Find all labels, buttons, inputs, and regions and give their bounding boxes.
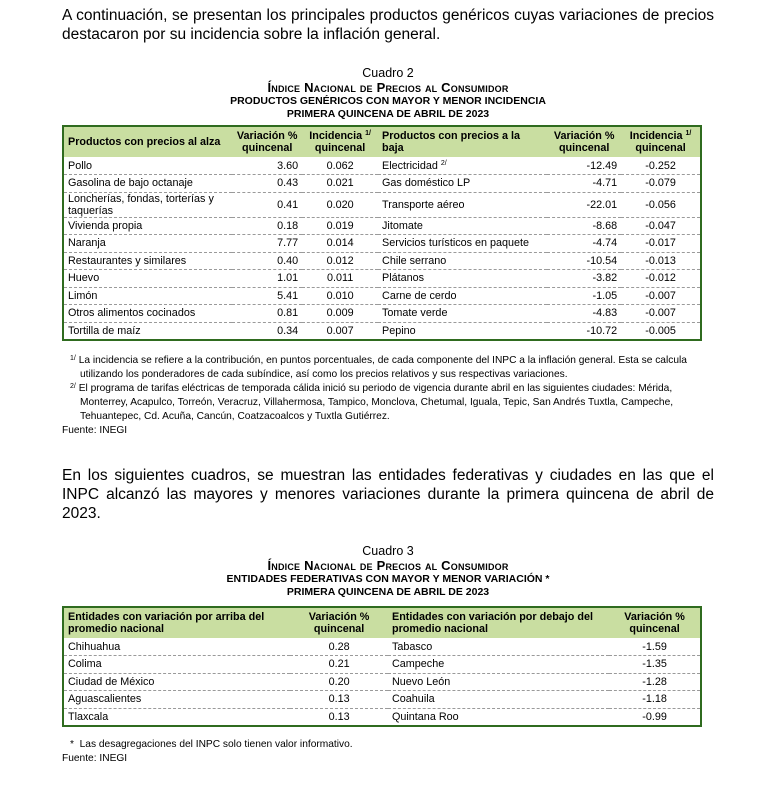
down-product-label: Jitomate	[382, 219, 423, 232]
down-incidence-cell: -0.013	[621, 252, 701, 270]
down-product-cell	[378, 217, 547, 235]
down-incidence-cell: -0.079	[621, 175, 701, 193]
down-incidence-cell: -0.047	[621, 217, 701, 235]
note-1-text: La incidencia se refiere a la contribución, en puntos porcentuales, de cada componente del INPC a la inflación general. Esta se calcula utilizando los ponderadores de cada subíndice, así como los precios relativos y sus respectivas variaciones.	[78, 355, 687, 380]
up-variation-cell: 0.81	[232, 305, 302, 323]
cuadro2-table	[62, 125, 702, 341]
above-entity-cell: Aguascalientes	[63, 691, 290, 709]
cuadro2-note-2	[62, 382, 712, 424]
above-entity-cell: Ciudad de México	[63, 673, 290, 691]
down-variation-cell: -3.82	[547, 270, 621, 288]
below-entity-cell: Campeche	[388, 656, 609, 674]
cuadro3-source: Fuente: INEGI	[62, 753, 128, 764]
down-variation-cell: -22.01	[547, 192, 621, 217]
up-product-cell: Loncherías, fondas, torterías y taquerías	[63, 192, 232, 217]
up-variation-cell: 0.43	[232, 175, 302, 193]
up-variation-cell: 0.34	[277, 324, 299, 337]
down-product-mark: 2/	[440, 159, 447, 167]
above-variation-cell: 0.13	[328, 710, 350, 723]
down-product-label: Pepino	[382, 324, 416, 337]
above-variation-cell: 0.20	[290, 673, 388, 691]
down-variation-cell: -4.74	[547, 235, 621, 253]
up-variation-cell: 3.60	[232, 157, 302, 175]
cuadro3-caption	[62, 544, 714, 599]
cuadro2-subtitle: PRODUCTOS GENÉRICOS CON MAYOR Y MENOR INCIDENCIA	[230, 95, 546, 107]
table-row	[63, 252, 701, 270]
down-product-cell	[378, 252, 547, 270]
below-entity-cell: Coahuila	[388, 691, 609, 709]
down-incidence-cell: -0.005	[645, 324, 676, 337]
cuadro2-notes	[62, 354, 712, 438]
note-2-text: El programa de tarifas eléctricas de temporada cálida inició su periodo de vigencia durante abril en las siguientes ciudades: Mérida, Monterrey, Acapulco, Torreón, Veracruz, Villahermosa, Tampico, Monclova, Chetumal, Iguala, Tepic, San Andrés Tuxtla, Campeche, Tehuantepec, Cd. Acuña, Cancún, Coatzacoalcos y Tuxtla Gutiérrez.	[78, 383, 674, 422]
up-incidence-cell: 0.007	[326, 324, 354, 337]
down-incidence-cell: -0.007	[621, 287, 701, 305]
header-down-incidence-label: Incidencia	[629, 130, 683, 142]
up-product-cell: Gasolina de bajo octanaje	[63, 175, 232, 193]
table-row	[63, 656, 701, 674]
below-variation-cell: -1.28	[609, 673, 701, 691]
table-row	[63, 638, 701, 656]
below-variation-cell: -1.35	[609, 656, 701, 674]
header-up-product: Productos con precios al alza	[68, 136, 221, 148]
down-variation-cell: -8.68	[547, 217, 621, 235]
cuadro2-caption	[62, 66, 714, 121]
table-row	[63, 287, 701, 305]
down-product-cell	[378, 235, 547, 253]
below-entity-cell: Quintana Roo	[392, 710, 459, 723]
down-product-cell	[378, 157, 547, 175]
cuadro3-subtitle: ENTIDADES FEDERATIVAS CON MAYOR Y MENOR VARIACIÓN *	[226, 573, 550, 585]
cuadro3-note-mark: *	[70, 739, 74, 750]
down-product-cell	[378, 192, 547, 217]
down-product-label: Plátanos	[382, 272, 425, 285]
down-product-label: Electricidad	[382, 159, 438, 172]
cuadro2-number: Cuadro 2	[362, 66, 414, 80]
above-entity-cell: Tlaxcala	[68, 710, 109, 723]
below-entity-cell: Nuevo León	[388, 673, 609, 691]
up-incidence-cell: 0.009	[302, 305, 378, 323]
above-variation-cell: 0.28	[290, 638, 388, 656]
down-product-cell	[378, 322, 547, 340]
down-incidence-cell: -0.012	[621, 270, 701, 288]
header-down-product: Productos con precios a la baja	[382, 130, 521, 154]
cuadro3-period: PRIMERA QUINCENA DE ABRIL DE 2023	[286, 586, 490, 598]
table-row	[63, 217, 701, 235]
up-variation-cell: 5.41	[232, 287, 302, 305]
up-incidence-cell: 0.062	[302, 157, 378, 175]
up-product-cell: Limón	[63, 287, 232, 305]
up-product-cell: Otros alimentos cocinados	[63, 305, 232, 323]
down-variation-cell: -4.71	[547, 175, 621, 193]
up-incidence-cell: 0.021	[302, 175, 378, 193]
down-incidence-cell: -0.017	[621, 235, 701, 253]
down-product-label: Tomate verde	[382, 307, 448, 320]
down-product-cell	[378, 287, 547, 305]
up-incidence-cell: 0.014	[302, 235, 378, 253]
table-row	[63, 175, 701, 193]
below-variation-cell: -1.18	[609, 691, 701, 709]
up-variation-cell: 0.18	[232, 217, 302, 235]
header-below-variation: Variación % quincenal	[624, 611, 685, 635]
header-up-incidence-mark: 1/	[365, 130, 371, 137]
up-incidence-cell: 0.019	[302, 217, 378, 235]
header-up-variation: Variación % quincenal	[236, 130, 298, 154]
header-up-incidence	[302, 126, 378, 157]
up-product-cell: Naranja	[63, 235, 232, 253]
up-variation-cell: 7.77	[232, 235, 302, 253]
down-variation-cell: -10.72	[586, 324, 618, 337]
down-product-label: Transporte aéreo	[382, 198, 465, 211]
header-below: Entidades con variación por debajo del promedio nacional	[392, 611, 593, 635]
cuadro3-notes	[62, 738, 712, 766]
table-row	[63, 708, 701, 726]
down-variation-cell: -4.83	[547, 305, 621, 323]
below-variation-cell: -1.59	[609, 638, 701, 656]
table-row	[63, 305, 701, 323]
up-product-cell: Huevo	[63, 270, 232, 288]
cuadro3-note	[62, 738, 712, 752]
up-incidence-cell: 0.012	[302, 252, 378, 270]
up-incidence-cell: 0.020	[302, 192, 378, 217]
cuadro3-header-row	[63, 607, 701, 638]
up-product-cell: Pollo	[63, 157, 232, 175]
above-entity-cell: Colima	[63, 656, 290, 674]
up-incidence-cell: 0.010	[302, 287, 378, 305]
header-up-incidence-label: Incidencia	[309, 130, 363, 142]
down-product-cell	[378, 175, 547, 193]
table-row	[63, 235, 701, 253]
cuadro2-header-row	[63, 126, 701, 157]
up-variation-cell: 0.40	[232, 252, 302, 270]
below-variation-cell: -0.99	[642, 710, 667, 723]
above-entity-cell: Chihuahua	[63, 638, 290, 656]
cuadro3-note-text: Las desagregaciones del INPC solo tienen valor informativo.	[79, 739, 353, 750]
up-variation-cell: 1.01	[232, 270, 302, 288]
cuadro2-source: Fuente: INEGI	[62, 425, 128, 436]
down-product-label: Servicios turísticos en paquete	[382, 237, 530, 250]
below-entity-cell: Tabasco	[388, 638, 609, 656]
up-product-cell: Tortilla de maíz	[68, 324, 141, 337]
cuadro2-body	[63, 157, 701, 340]
cuadro3-body	[63, 638, 701, 726]
cuadro3-number: Cuadro 3	[362, 544, 414, 558]
up-variation-cell: 0.41	[232, 192, 302, 217]
note-1-mark: 1/	[70, 355, 76, 362]
down-incidence-cell: -0.056	[621, 192, 701, 217]
up-product-cell: Restaurantes y similares	[63, 252, 232, 270]
table-row	[63, 192, 701, 217]
middle-paragraph: En los siguientes cuadros, se muestran las entidades federativas y ciudades en las que el INPC alcanzó las mayores y menores variaciones durante la primera quincena de abril de 2023.	[62, 467, 714, 522]
down-variation-cell: -1.05	[547, 287, 621, 305]
down-variation-cell: -10.54	[547, 252, 621, 270]
down-incidence-cell: -0.252	[621, 157, 701, 175]
header-down-incidence-sub: quincenal	[635, 142, 686, 154]
header-above: Entidades con variación por arriba del promedio nacional	[68, 611, 265, 635]
above-variation-cell: 0.13	[290, 691, 388, 709]
table-row	[63, 322, 701, 340]
down-product-cell	[378, 305, 547, 323]
header-up-incidence-sub: quincenal	[314, 142, 366, 154]
table-row	[63, 673, 701, 691]
down-product-label: Carne de cerdo	[382, 289, 457, 302]
table-row	[63, 157, 701, 175]
header-down-incidence-mark: 1/	[685, 130, 692, 137]
cuadro2-note-1	[62, 354, 712, 382]
down-product-label: Gas doméstico LP	[382, 177, 471, 190]
up-incidence-cell: 0.011	[302, 270, 378, 288]
up-product-cell: Vivienda propia	[63, 217, 232, 235]
down-product-label: Chile serrano	[382, 254, 447, 267]
cuadro2-title: Índice Nacional de Precios al Consumidor	[267, 80, 509, 95]
down-variation-cell: -12.49	[547, 157, 621, 175]
above-variation-cell: 0.21	[290, 656, 388, 674]
header-down-variation: Variación % quincenal	[553, 130, 615, 154]
header-down-incidence	[621, 126, 701, 157]
down-incidence-cell: -0.007	[621, 305, 701, 323]
header-above-variation: Variación % quincenal	[308, 611, 370, 635]
note-2-mark: 2/	[70, 383, 76, 390]
cuadro2-period: PRIMERA QUINCENA DE ABRIL DE 2023	[286, 108, 490, 120]
cuadro3-title: Índice Nacional de Precios al Consumidor	[267, 558, 509, 573]
table-row	[63, 691, 701, 709]
intro-paragraph: A continuación, se presentan los principales productos genéricos cuyas variaciones de precios destacaron por su incidencia sobre la inflación general.	[62, 7, 714, 43]
table-row	[63, 270, 701, 288]
down-product-cell	[378, 270, 547, 288]
cuadro3-table	[62, 606, 702, 727]
